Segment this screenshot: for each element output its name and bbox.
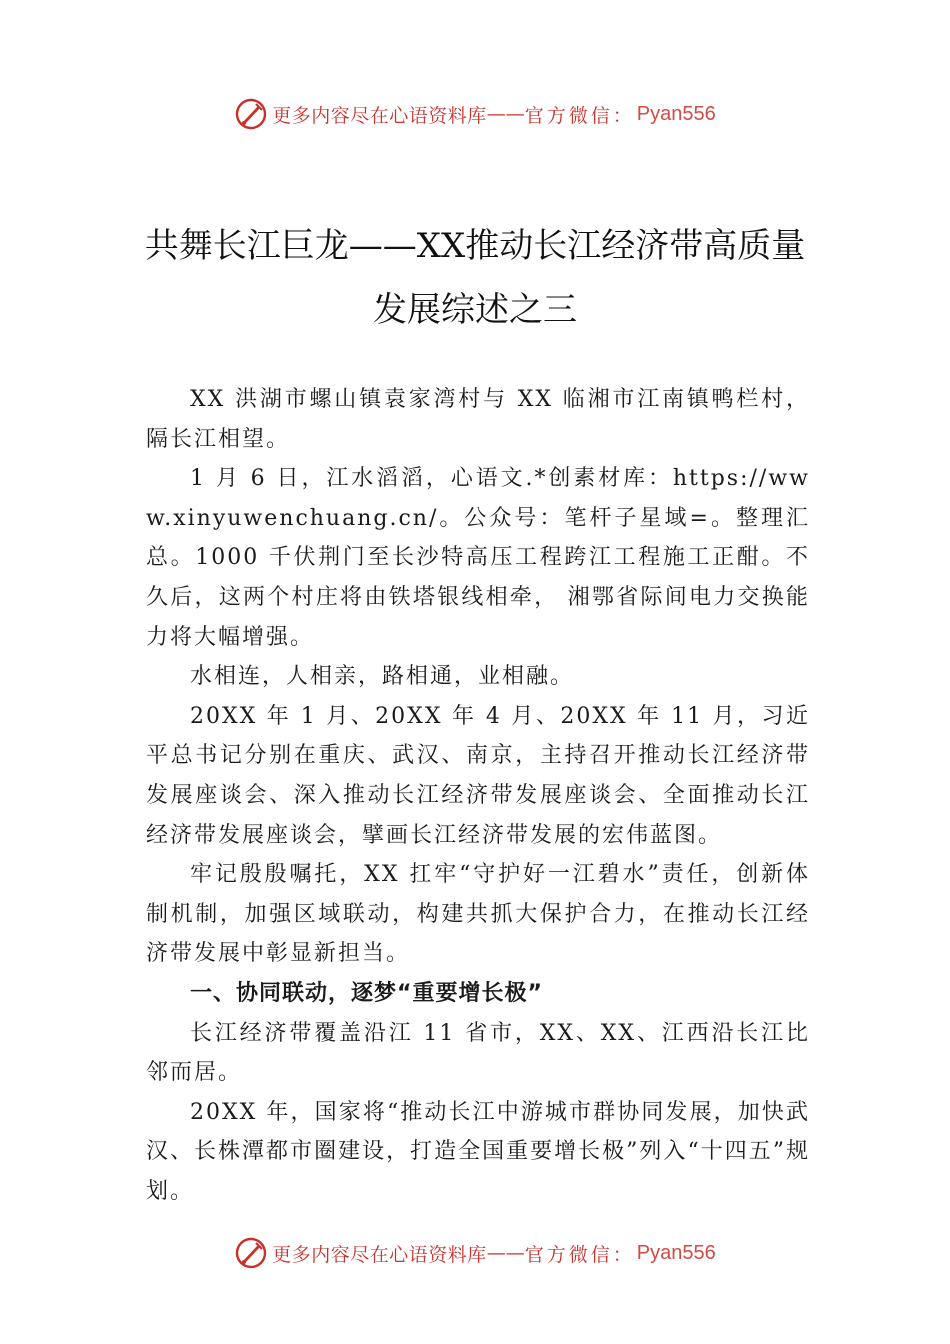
paragraph: 1 月 6 日，江水滔滔，心语文.*创素材库：https://www.xinyuwenchuang.cn/。公众号：笔杆子星域=。整理汇总。1000 千伏荆门至长沙特高压工程跨江工程施工正酣。不久后，这两个村庄将由铁塔银线相牵， 湘鄂省际间电力交换能力将大幅增强。 <box>146 466 810 650</box>
banner-wechat-id: Pyan556 <box>636 102 716 125</box>
banner-wechat-id: Pyan556 <box>636 1241 716 1264</box>
banner-label: 官方微信： <box>524 1243 635 1266</box>
banner-label: 官方微信： <box>524 104 635 127</box>
quill-pen-logo-icon <box>234 1236 268 1270</box>
paragraph: 长江经济带覆盖沿江 11 省市，XX、XX、江西沿长江比邻而居。 <box>146 1020 810 1086</box>
document-body <box>146 380 810 1211</box>
banner-separator: —— <box>486 1242 525 1264</box>
paragraph: 20XX 年，国家将“推动长江中游城市群协同发展，加快武汉、长株潭都市圈建设，打造全国重要增长极”列入“十四五”规划。 <box>146 1099 810 1204</box>
footer-banner <box>0 1233 950 1273</box>
banner-text: 更多内容尽在心语资料库 <box>272 1243 487 1266</box>
document-title: 共舞长江巨龙——XX推动长江经济带高质量发展综述之三 <box>144 226 806 330</box>
banner-separator: —— <box>486 103 525 125</box>
paragraph: 牢记殷殷嘱托，XX 扛牢“守护好一江碧水”责任，创新体制机制，加强区域联动，构建共抓大保护合力，在推动长江经济带发展中彰显新担当。 <box>146 862 810 967</box>
quill-pen-logo-icon <box>234 97 268 131</box>
section-heading: 一、协同联动，逐梦“重要增长极” <box>190 980 543 1006</box>
header-banner <box>0 94 950 134</box>
paragraph: XX 洪湖市螺山镇袁家湾村与 XX 临湘市江南镇鸭栏村，隔长江相望。 <box>146 387 810 452</box>
paragraph: 20XX 年 1 月、20XX 年 4 月、20XX 年 11 月，习近平总书记分别在重庆、武汉、南京，主持召开推动长江经济带发展座谈会、深入推动长江经济带发展座谈会、全面推动长江经济带发展座谈会，擘画长江经济带发展的宏伟蓝图。 <box>146 703 810 848</box>
banner-text: 更多内容尽在心语资料库 <box>272 104 487 127</box>
paragraph: 水相连，人相亲，路相通，业相融。 <box>190 664 575 690</box>
